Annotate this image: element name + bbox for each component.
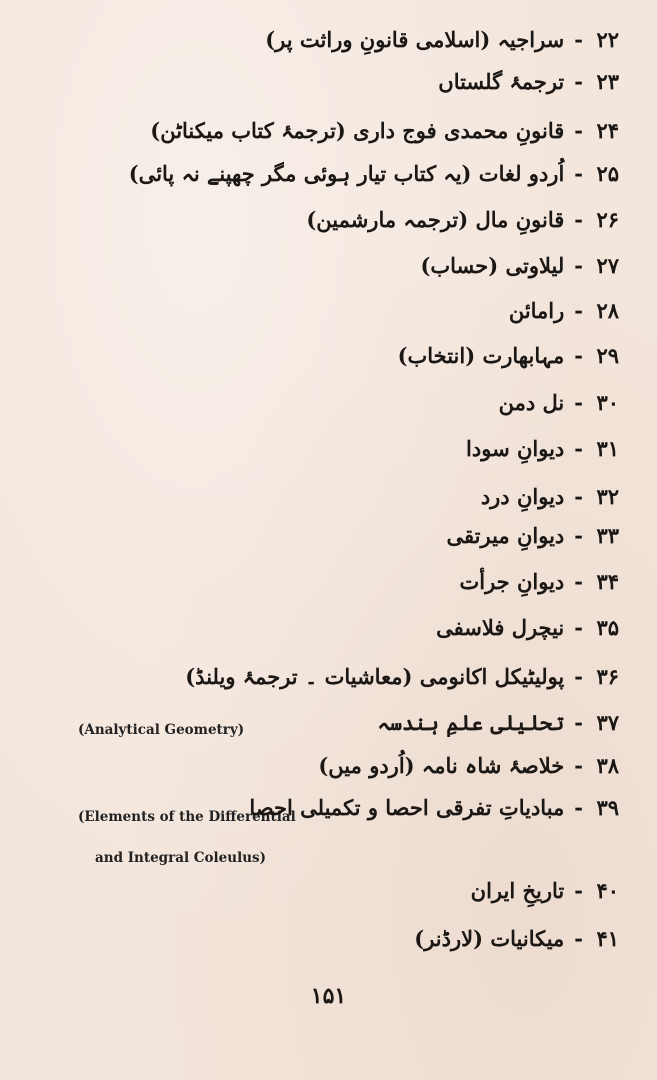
- item-text: دیوانِ میرتقی: [446, 523, 565, 548]
- list-item: ۳۳-دیوانِ میرتقی: [446, 523, 619, 548]
- item-text: لیلاوتی (حساب): [420, 253, 565, 278]
- list-item: ۲۹-مہابھارت (انتخاب): [397, 343, 619, 368]
- list-item: ۳۴-دیوانِ جرأت: [459, 569, 619, 594]
- item-text: میکانیات (لارڈنر): [414, 926, 565, 951]
- item-text: رامائن: [508, 298, 565, 323]
- item-number: ۲۴: [596, 118, 619, 143]
- item-text: سراجیہ (اسلامی قانونِ وراثت پر): [265, 27, 565, 52]
- item-text: نیچرل فلاسفی: [436, 615, 565, 640]
- english-gloss-elements: (Elements of the Differential: [78, 809, 296, 825]
- item-number: ۲۸: [596, 298, 619, 323]
- item-number: ۳۳: [596, 523, 619, 548]
- item-number: ۲۷: [596, 253, 619, 278]
- list-item: ۲۳-ترجمۂ گلستاں: [438, 69, 619, 94]
- item-number: ۲۵: [596, 161, 619, 186]
- list-item: ۲۸-رامائن: [508, 298, 619, 323]
- item-text: دیوانِ سودا: [466, 436, 565, 461]
- item-text: خلاصۂ شاہ نامہ (اُردو میں): [318, 753, 565, 778]
- list-item: ۲۴-قانونِ محمدی فوج داری (ترجمۂ کتاب میکناٹن): [150, 118, 619, 143]
- item-number: ۲۶: [596, 207, 619, 232]
- page-number: ۱۵۱: [310, 983, 347, 1009]
- list-item: ۳۰-نل دمن: [498, 390, 619, 415]
- item-text: تاریخِ ایران: [470, 878, 565, 903]
- item-number: ۴۱: [596, 926, 619, 951]
- item-number: ۳۰: [596, 390, 619, 415]
- item-number: ۳۷: [596, 710, 619, 735]
- list-item: ۲۲-سراجیہ (اسلامی قانونِ وراثت پر): [265, 27, 619, 52]
- list-item: ۲۵-اُردو لغات (یہ کتاب تیار ہوئی مگر چھپنے نہ پائی): [128, 161, 619, 186]
- item-text: قانونِ محمدی فوج داری (ترجمۂ کتاب میکناٹن): [150, 118, 565, 143]
- item-number: ۴۰: [596, 878, 619, 903]
- item-number: ۳۵: [596, 615, 619, 640]
- item-number: ۳۹: [596, 795, 619, 820]
- item-text: ترجمۂ گلستاں: [438, 69, 565, 94]
- item-text: دیوانِ جرأت: [459, 569, 565, 594]
- list-item: ۳۵-نیچرل فلاسفی: [436, 615, 619, 640]
- list-item: ۳۹-مبادیاتِ تفرقی احصا و تکمیلی احصا: [249, 795, 619, 820]
- item-number: ۲۹: [596, 343, 619, 368]
- item-number: ۲۳: [596, 69, 619, 94]
- item-number: ۳۱: [596, 436, 619, 461]
- item-number: ۳۶: [596, 664, 619, 689]
- item-number: ۳۴: [596, 569, 619, 594]
- list-item: ۳۷-تحلیلی علمِ ہندسہ: [377, 710, 619, 735]
- english-gloss-analytical: (Analytical Geometry): [78, 722, 245, 738]
- item-number: ۳۸: [596, 753, 619, 778]
- list-item: ۳۶-پولیٹیکل اکانومی (معاشیات ۔ ترجمۂ ویلنڈ): [185, 664, 619, 689]
- item-text: مبادیاتِ تفرقی احصا و تکمیلی احصا: [249, 795, 565, 820]
- item-number: ۲۲: [596, 27, 619, 52]
- list-item: ۲۷-لیلاوتی (حساب): [420, 253, 619, 278]
- item-text: پولیٹیکل اکانومی (معاشیات ۔ ترجمۂ ویلنڈ): [185, 664, 565, 689]
- item-text: اُردو لغات (یہ کتاب تیار ہوئی مگر چھپنے نہ پائی): [128, 161, 565, 186]
- item-text: قانونِ مال (ترجمہ مارشمین): [306, 207, 565, 232]
- item-text: مہابھارت (انتخاب): [397, 343, 565, 368]
- item-text: تحلیلی علمِ ہندسہ: [377, 710, 565, 735]
- item-text: دیوانِ درد: [480, 484, 565, 509]
- list-item: ۴۱-میکانیات (لارڈنر): [414, 926, 619, 951]
- item-text: نل دمن: [498, 390, 565, 415]
- list-item: ۳۲-دیوانِ درد: [480, 484, 619, 509]
- english-gloss-integral: and Integral Coleulus): [95, 850, 266, 866]
- list-item: ۴۰-تاریخِ ایران: [470, 878, 619, 903]
- list-item: ۳۱-دیوانِ سودا: [466, 436, 619, 461]
- list-item: ۳۸-خلاصۂ شاہ نامہ (اُردو میں): [318, 753, 619, 778]
- item-number: ۳۲: [596, 484, 619, 509]
- list-item: ۲۶-قانونِ مال (ترجمہ مارشمین): [306, 207, 619, 232]
